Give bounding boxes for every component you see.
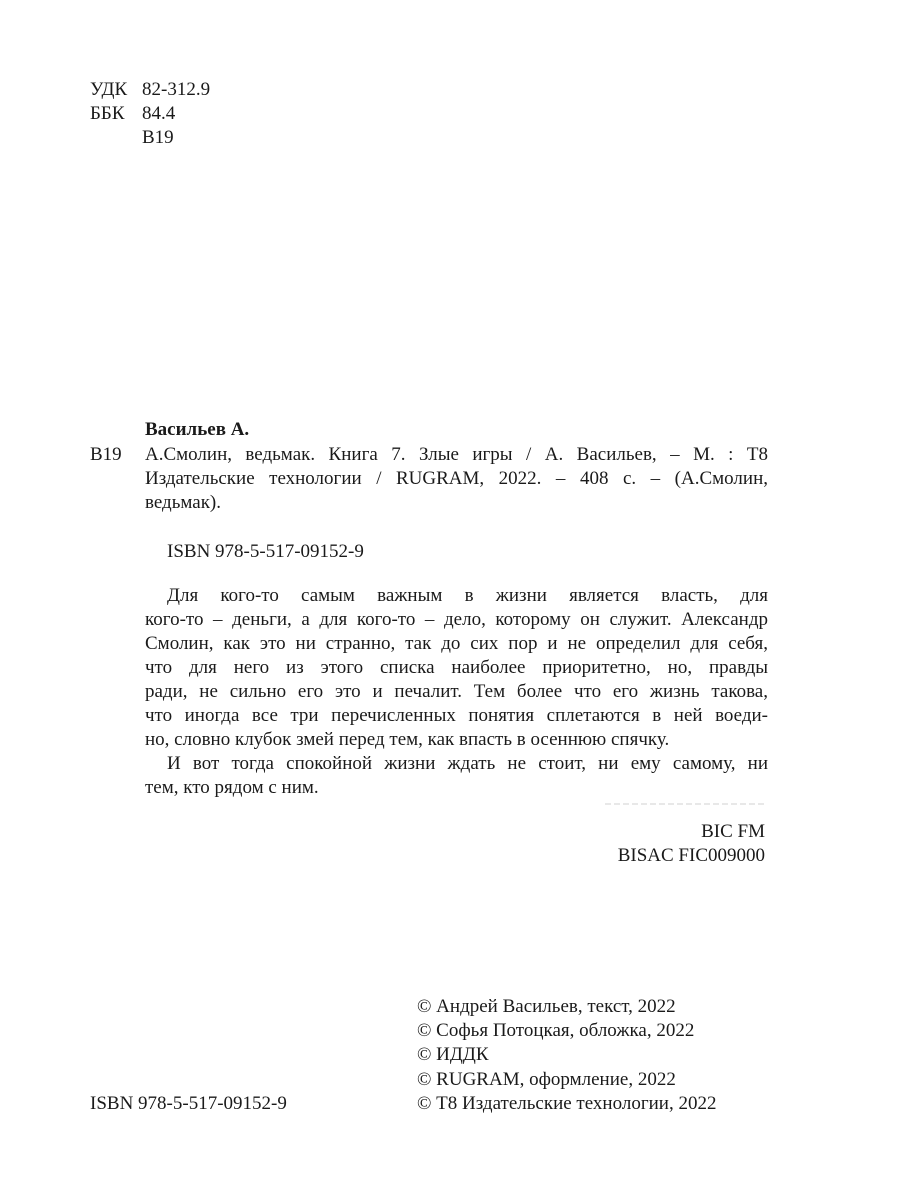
annotation-line: но, словно клубок змей перед тем, как впасть в осеннюю спячку. (145, 729, 670, 750)
bbk-row (90, 102, 175, 126)
annotation-line: Смолин, как это ни странно, так до сих пор и не определил для себя, (145, 633, 768, 654)
bbk-value: 84.4 (142, 103, 176, 124)
biblio-line: Издательские технологии / RUGRAM, 2022. – 408 с. – (А.Смолин, (145, 468, 768, 489)
copyright-line: © RUGRAM, оформление, 2022 (417, 1069, 676, 1090)
annotation-line: Для кого-то самым важным в жизни является власть, для (167, 585, 768, 606)
annotation-line: тем, кто рядом с ним. (145, 777, 319, 798)
annotation-line: кого-то – деньги, а для кого-то – дело, которому он служит. Александр (145, 609, 768, 630)
faint-print-artifact (605, 803, 765, 805)
bic-code: BIC FM (701, 821, 765, 842)
annotation-line: что иногда все три перечисленных понятия сплетаются в ней воеди- (145, 705, 768, 726)
bibliographic-description (145, 443, 768, 515)
copyright-line: © ИДДК (417, 1044, 489, 1065)
copyright-line: © Софья Потоцкая, обложка, 2022 (417, 1020, 695, 1041)
bbk-label: ББК (90, 103, 125, 124)
biblio-line: ведьмак). (145, 492, 222, 513)
isbn-record: ISBN 978-5-517-09152-9 (167, 541, 364, 562)
author-mark-top: В19 (142, 127, 174, 148)
author-mark-row (90, 126, 174, 150)
copyright-line: © Андрей Васильев, текст, 2022 (417, 996, 676, 1017)
annotation-line: И вот тогда спокойной жизни ждать не стоит, ни ему самому, ни (167, 753, 768, 774)
annotation (145, 584, 768, 800)
isbn-footer: ISBN 978-5-517-09152-9 (90, 1093, 287, 1114)
author-heading: Васильев А. (145, 419, 250, 440)
author-mark-side: В19 (90, 444, 122, 465)
annotation-line: что для него из этого списка наиболее приоритетно, но, правды (145, 657, 768, 678)
biblio-line: А.Смолин, ведьмак. Книга 7. Злые игры / А. Васильев, – М. : Т8 (145, 444, 768, 465)
annotation-line: ради, не сильно его это и печалит. Тем более что его жизнь такова, (145, 681, 768, 702)
copyright-line: © Т8 Издательские технологии, 2022 (417, 1093, 717, 1114)
udk-value: 82-312.9 (142, 79, 211, 100)
bisac-code: BISAC FIC009000 (617, 845, 765, 866)
udk-row (90, 78, 210, 102)
udk-label: УДК (90, 79, 128, 100)
